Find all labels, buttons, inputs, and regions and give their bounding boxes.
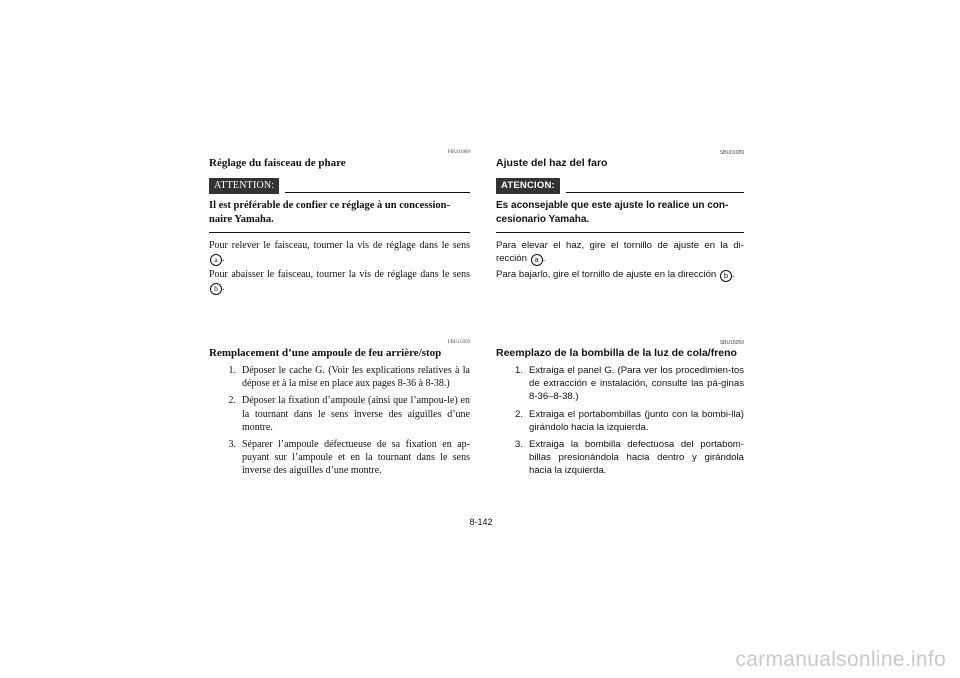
step-text: Séparer l’ampoule défectueuse de sa fixation en ap-puyant sur l’ampoule et en la tournant dans le sens inverse des aiguilles d’une montre. [242,439,470,477]
step-number: 2. [228,395,236,407]
fr-section-code: FBU01089 [447,150,470,155]
fr-step-list [209,364,470,478]
fr-attention-text: Il est préférable de confier ce réglage à un concession-naire Yamaha. [209,199,470,233]
fr-paragraph-lower: Pour abaisser le faisceau, tourner la vis de réglage dans le sens b . [209,269,470,294]
es-attention-label: ATENCION: [496,178,560,194]
fr-attention-header [209,178,470,194]
es-paragraph-lower-text: Para bajarlo, gire el tornillo de ajuste en la dirección [496,269,717,281]
es-step-item [496,438,744,478]
fr-section-heading: Réglage du faisceau de phare [209,157,346,169]
es-step-item [496,408,744,434]
page-number: 8-142 [469,517,493,527]
es-attention-text: Es aconsejable que este ajuste lo realice un con-cesionario Yamaha. [496,199,744,233]
step-number: 3. [514,439,523,451]
es-headlight-section [496,150,744,282]
circled-a-icon: a [210,254,222,266]
es-section-heading: Ajuste del haz del faro [496,157,608,169]
es-paragraph-raise: Para elevar el haz, gire el tornillo de ajuste en la di-rección a . [496,240,744,265]
step-number: 1. [514,365,523,376]
es-attention-rule [566,192,744,193]
es-taillight-section [496,340,744,478]
circled-a-icon: a [531,254,543,266]
fr-paragraph-raise: Pour relever le faisceau, tourner la vis de réglage dans le sens a . [209,240,470,265]
step-text: Déposer la fixation d’ampoule (ainsi que l’ampou-le) en la tournant dans le sens inverse des aiguilles d’une montre. [242,395,470,433]
fr-paragraph-raise-text: Pour relever le faisceau, tourner la vis de réglage dans le sens [209,240,470,251]
step-number: 2. [514,408,523,420]
watermark: carmanualsonline.info [735,648,946,671]
step-number: 3. [228,439,236,451]
circled-b-icon: b [720,270,732,282]
fr-step-item [209,394,470,434]
es-step-list [496,364,744,478]
fr-section-heading: Remplacement d’une ampoule de feu arrière/stop [209,347,442,359]
es-paragraph-raise-text: Para elevar el haz, gire el tornillo de ajuste en la di-rección [496,240,744,265]
es-section-code: SBU15050 [719,340,744,346]
es-paragraph-lower: Para bajarlo, gire el tornillo de ajuste en la dirección b . [496,269,735,281]
fr-step-item [209,438,470,478]
step-text: Déposer le cache G. (Voir les explications relatives à la dépose et à la mise en place aux pages 8-36 à 8-38.) [242,365,470,390]
es-section-code: SBU01089 [719,150,744,156]
es-attention-header [496,178,744,194]
fr-attention-rule [285,192,470,193]
circled-b-icon: b [210,283,222,295]
step-text: Extraiga la bombilla defectuosa del portabom-billas presionándola hacia dentro y girándola hacia la izquierda. [529,439,744,477]
fr-headlight-section [209,150,470,295]
fr-paragraph-lower-text: Pour abaisser le faisceau, tourner la vis de réglage dans le sens [209,269,470,281]
fr-section-code: FBU15050 [447,340,470,345]
fr-attention-label: ATTENTION: [209,178,279,194]
es-section-heading: Reemplazo de la bombilla de la luz de cola/freno [496,347,737,359]
fr-taillight-section [209,340,470,478]
step-text: Extraiga el portabombillas (junto con la bombi-lla) girándolo hacia la izquierda. [529,408,744,433]
step-text: Extraiga el panel G. (Para ver los procedimien-tos de extracción e instalación, consulte las pá-ginas 8-36–8-38.) [529,365,744,403]
fr-step-item [209,364,470,390]
es-step-item [496,364,744,404]
step-number: 1. [228,365,236,376]
